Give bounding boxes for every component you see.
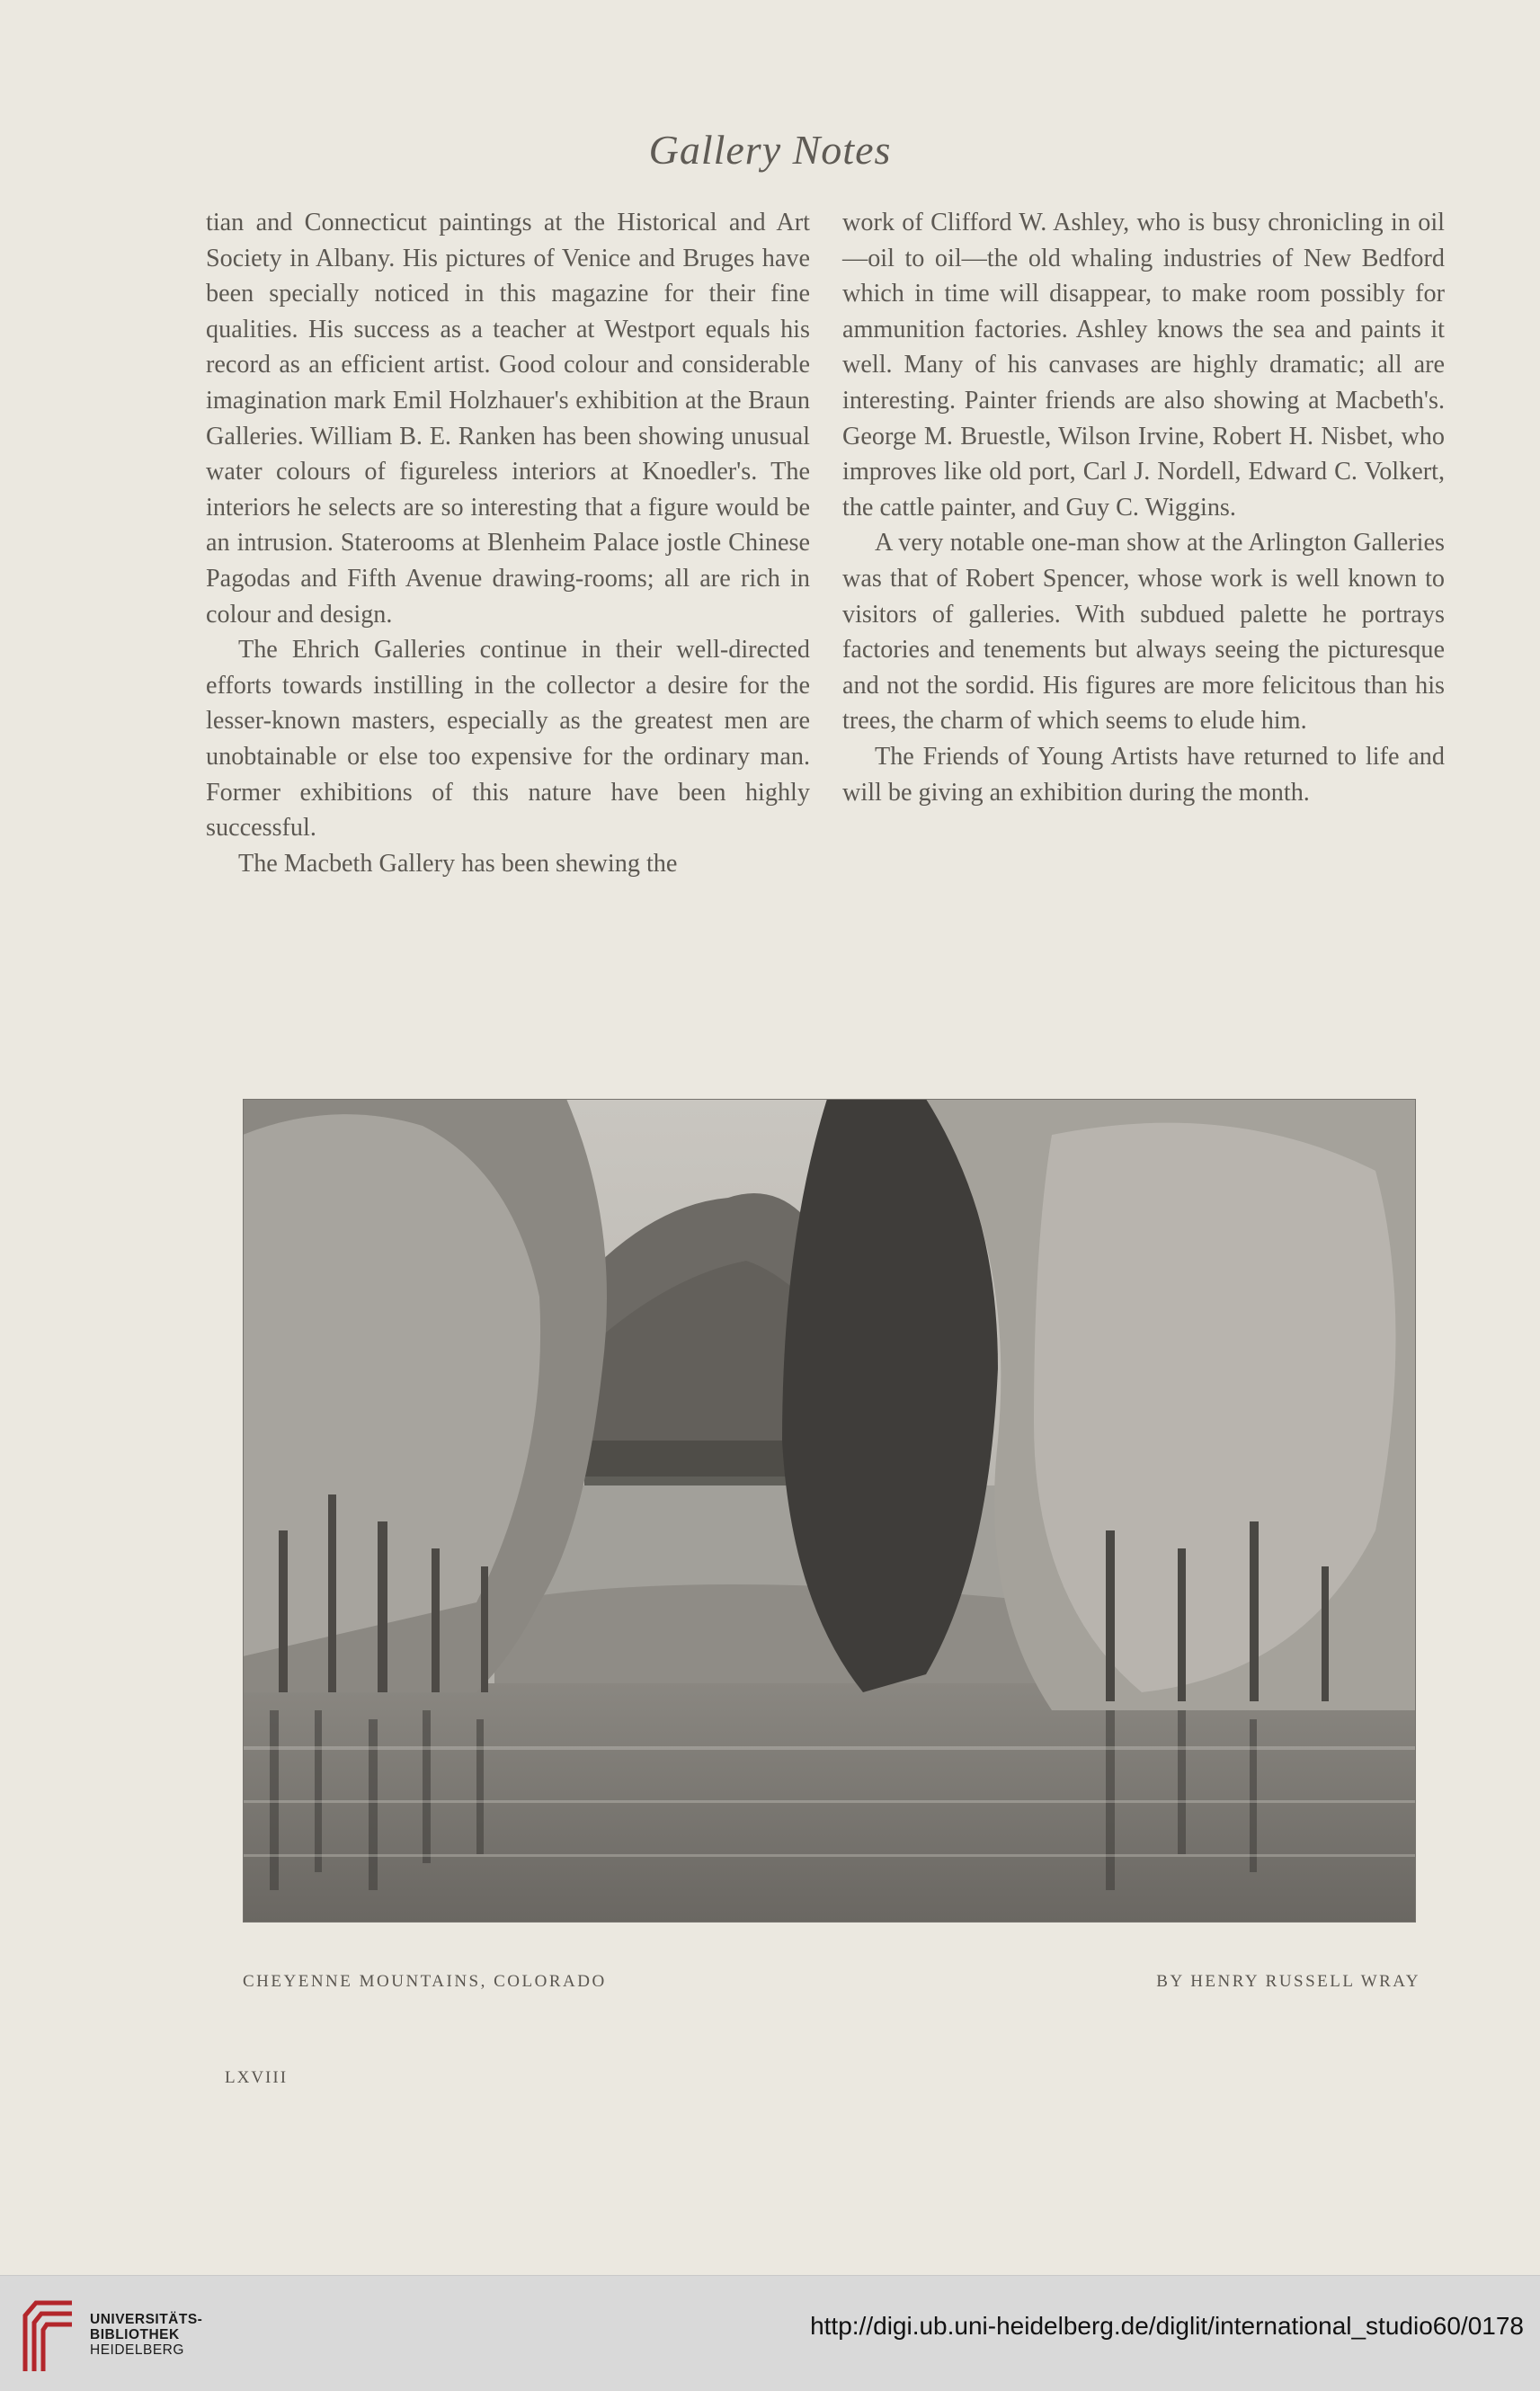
digitization-footer [0,2275,1540,2391]
paragraph: A very notable one-man show at the Arlington Galleries was that of Robert Spencer, whose work is well known to visitors of galleries. With subdued palette he portrays factories and tenements but always seeing the picturesque and not the sordid. His figures are more felicitous than his trees, the charm of which seems to elude him. [842,529,1445,736]
library-name [90,2312,202,2358]
library-name-line: BIBLIOTHEK [90,2327,180,2342]
paragraph: tian and Connecticut paintings at the Historical and Art Society in Albany. His pictures of Venice and Bruges have been specially noticed in this magazine for their fine qualities. His success as a teacher at Westport equals his record as an efficient artist. Good colour and considerable imagination mark Emil Holzhauer's exhibition at the Braun Galleries. William B. E. Ranken has been showing unusual water colours of figureless interiors at Knoedler's. The interiors he selects are so interesting that a figure would be an intrusion. Staterooms at Blenheim Palace jostle Chinese Pagodas and Fifth Avenue drawing-rooms; all are rich in colour and design. [206,209,810,629]
library-name-line: UNIVERSITÄTS- [90,2312,203,2327]
paragraph: The Friends of Young Artists have returned to life and will be giving an exhibition during the month. [842,742,1445,807]
page-folio: LXVIII [225,2068,289,2087]
right-column [842,205,1445,810]
paragraph: work of Clifford W. Ashley, who is busy chronicling in oil—oil to oil—the old whaling industries of New Bedford which in time will disappear, to make room possibly for ammunition factories. Ashley knows the sea and paints it well. Many of his canvases are highly dramatic; all are interesting. Painter friends are also showing at Macbeth's. George M. Bruestle, Wilson Irvine, Robert H. Nisbet, who improves like old port, Carl J. Nordell, Edward C. Volkert, the cattle painter, and Guy C. Wiggins. [842,209,1445,522]
paragraph: The Ehrich Galleries continue in their well-directed efforts towards instilling in the collector a desire for the lesser-known masters, especially as the greatest men are unobtainable or else too expensive for the ordinary man. Former exhibitions of this nature have been highly successful. [206,636,810,843]
painting-caption-artist: BY HENRY RUSSELL WRAY [1156,1972,1420,1991]
paragraph: The Macbeth Gallery has been shewing the [238,849,678,878]
permalink-url[interactable]: http://digi.ub.uni-heidelberg.de/diglit/international_studio60/0178 [810,2312,1524,2340]
library-logo-icon [18,2296,77,2375]
library-name-line: HEIDELBERG [90,2342,184,2358]
painting-caption-title: CHEYENNE MOUNTAINS, COLORADO [243,1972,607,1991]
running-head: Gallery Notes [648,127,892,173]
painting-image [243,1099,1416,1923]
left-column [206,205,810,881]
painting-reproduction [243,1099,1416,1923]
